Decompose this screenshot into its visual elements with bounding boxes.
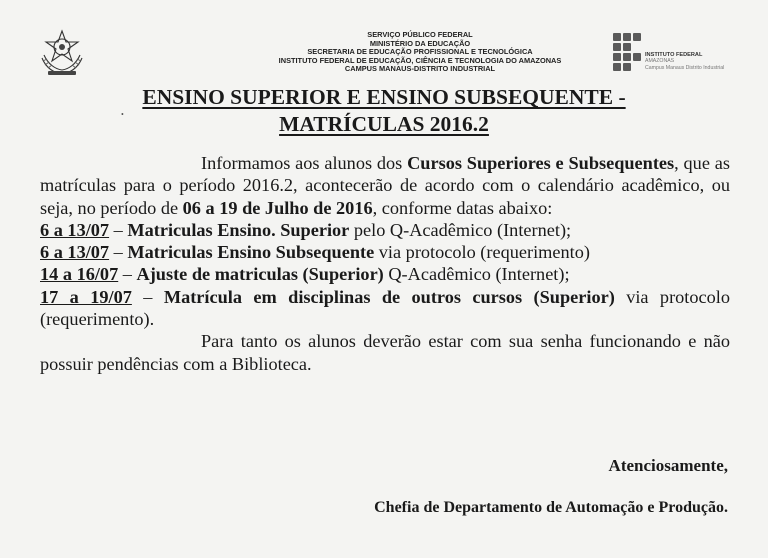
bold-courses: Cursos Superiores e Subsequentes (407, 153, 675, 173)
schedule-date: 14 a 16/07 (40, 264, 119, 285)
header-line: CAMPUS MANAUS-DISTRITO INDUSTRIAL (344, 64, 496, 74)
header-line: SECRETARIA DE EDUCAÇÃO PROFISSIONAL E TECNOLÓGICA (307, 47, 533, 57)
logo-text-line: AMAZONAS (645, 58, 675, 65)
header-line: MINISTÉRIO DA EDUCAÇÃO (369, 38, 471, 48)
signature-line: Chefia de Departamento de Automação e Produção. (374, 499, 728, 516)
memo-document: SERVIÇO PÚBLICO FEDERAL MINISTÉRIO DA EDUCAÇÃO SECRETARIA DE EDUCAÇÃO PROFISSIONAL E TECNOLÓGICA INSTITUTO FEDERAL DE EDUCAÇÃO, CIÊNCIA E TECNOLOGIA DO AMAZONAS CAMPUS MANAUS-DISTRITO INDUSTRIAL INSTITUTO FEDERAL AMAZONAS Campus Manaus Distrito Industrial • ENSINO SUPERIOR E ENSINO SUBSEQUENTE - MATRÍCULAS 2016.2 Informamos aos alunos dos Cursos Superiores e Subsequentes, que as matrículas para o período 2016.2, acontecerão de acordo com o calendário acadêmico, ou seja, no período de 06 a 19 de Julho de 2016, conforme datas abaixo: 6 a 13/07 – Matriculas Ensino. Superior pelo Q-Acadêmico (Internet); 6 a 13/07 – Matriculas Ensino Subsequente via protocolo (requerimento) 14 a 16/07 – Ajuste de matriculas (Superior) Q-Acadêmico (Internet); 17 a 19/07 – Matrícula em disciplinas de outros cursos (Superior) via protocolo (requerimento). Para tanto os alunos deverão estar com sua senha funcionando e não possuir pendências com a Biblioteca. Atenciosamente, Chefia de Departamento de Automação e Produção. (0, 0, 768, 558)
ifam-logo-icon (612, 32, 642, 72)
schedule-item: 6 a 13/07 – Matriculas Ensino Subsequente via protocolo (requerimento) (40, 242, 590, 263)
note-paragraph: Para tanto os alunos deverão estar com sua senha funcionando e não possuir pendências com a Biblioteca. (40, 331, 730, 374)
title-line-2: MATRÍCULAS 2016.2 (279, 112, 489, 136)
schedule-item: 6 a 13/07 – Matriculas Ensino. Superior pelo Q-Acadêmico (Internet); (40, 219, 572, 240)
closing-text: Atenciosamente, (608, 456, 728, 475)
schedule-date: 6 a 13/07 (40, 219, 110, 240)
schedule-date: 17 a 19/07 (40, 286, 132, 307)
schedule-item: 17 a 19/07 – Matrícula em disciplinas de outros cursos (Superior) via protocolo (requerimento). (40, 286, 730, 330)
logo-text-line: INSTITUTO FEDERAL (645, 52, 703, 58)
logo-text-line: Campus Manaus Distrito Industrial (645, 64, 725, 71)
document-body (40, 152, 730, 375)
bold-period: 06 a 19 de Julho de 2016 (182, 197, 373, 218)
intro-paragraph: Informamos aos alunos dos Cursos Superiores e Subsequentes, que as matrículas para o período 2016.2, acontecerão de acordo com o calendário acadêmico, ou seja, no período de 06 a 19 de Julho de 2016, conforme datas abaixo: (40, 153, 730, 218)
schedule-item: 14 a 16/07 – Ajuste de matriculas (Superior) Q-Acadêmico (Internet); (40, 264, 570, 285)
title-line-1: ENSINO SUPERIOR E ENSINO SUBSEQUENTE - (142, 85, 626, 109)
ifam-logo-text (645, 52, 735, 71)
header-line: SERVIÇO PÚBLICO FEDERAL (367, 30, 473, 39)
institution-header (240, 31, 600, 74)
coat-of-arms-icon (36, 28, 88, 78)
schedule-date: 6 a 13/07 (40, 242, 110, 263)
document-title (60, 84, 708, 138)
header-line: INSTITUTO FEDERAL DE EDUCAÇÃO, CIÊNCIA E TECNOLOGIA DO AMAZONAS (278, 55, 562, 65)
